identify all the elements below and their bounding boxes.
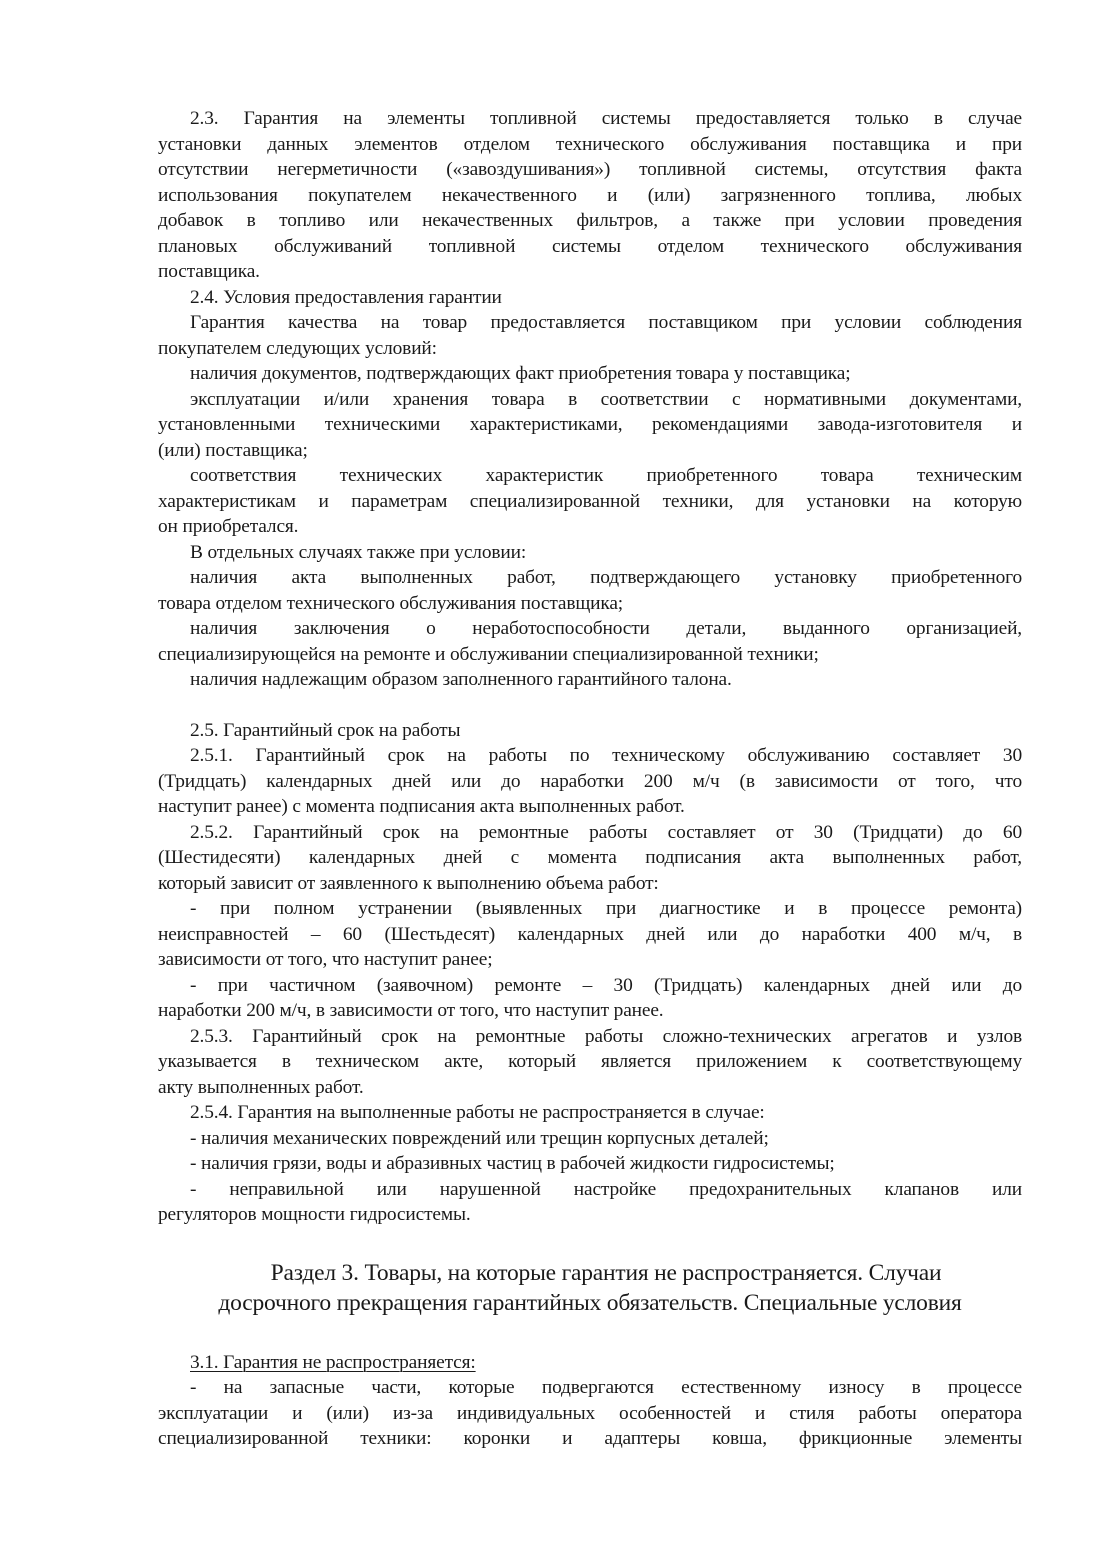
clause-2-3 — [158, 106, 1022, 285]
text-line: установленными техническими характеристиками, рекомендациями завода-изготовителя и — [158, 414, 1022, 435]
list-item: - на запасные части, которые подвергаются естественному износу в процессе — [190, 1377, 1022, 1398]
subclause-2-5-3: 2.5.3. Гарантийный срок на ремонтные работы сложно-технических агрегатов и узлов — [190, 1025, 1022, 1047]
clause-heading: 2.4. Условия предоставления гарантии — [190, 286, 502, 308]
text-line: наступит ранее) с момента подписания акта выполненных работ. — [158, 796, 685, 817]
clause-3-1 — [158, 1350, 1022, 1452]
special-condition-item: наличия заключения о неработоспособности детали, выданного организацией, — [190, 618, 1022, 639]
clause-2-5 — [158, 718, 1022, 1228]
condition-item: наличия документов, подтверждающих факт приобретения товара у поставщика; — [190, 363, 851, 384]
text-line: использования покупателем некачественного и (или) загрязненного топлива, любых — [158, 184, 1022, 206]
text-line: акту выполненных работ. — [158, 1076, 364, 1098]
text-line: зависимости от того, что наступит ранее; — [158, 949, 493, 970]
text-line: установки данных элементов отделом технического обслуживания поставщика и при — [158, 133, 1022, 155]
text-line: плановых обслуживаний топливной системы отделом технического обслуживания — [158, 235, 1022, 257]
list-item: - при частичном (заявочном) ремонте – 30 (Тридцать) календарных дней или до — [190, 974, 1022, 996]
text-line: поставщика. — [158, 261, 260, 282]
text-line: который зависит от заявленного к выполнению объема работ: — [158, 872, 659, 894]
list-item: - наличия механических повреждений или трещин корпусных деталей; — [190, 1127, 769, 1149]
clause-heading: 2.5. Гарантийный срок на работы — [190, 719, 461, 741]
text-line: покупателем следующих условий: — [158, 337, 437, 359]
subclause-2-5-1: 2.5.1. Гарантийный срок на работы по техническому обслуживанию составляет 30 — [190, 745, 1022, 766]
text-line: неисправностей – 60 (Шестьдесят) календарных дней или до наработки 400 м/ч, в — [158, 923, 1022, 945]
subclause-2-5-2: 2.5.2. Гарантийный срок на ремонтные работы составляет от 30 (Тридцати) до 60 — [190, 821, 1022, 843]
clause-2-4 — [158, 285, 1022, 693]
text-line: отсутствии негерметичности («завоздушивания») топливной системы, отсутствия факта — [158, 159, 1022, 180]
condition-item: эксплуатации и/или хранения товара в соответствии с нормативными документами, — [190, 388, 1022, 410]
text-line: указывается в техническом акте, который является приложением к соответствующему — [158, 1051, 1022, 1072]
text-line: товара отделом технического обслуживания поставщика; — [158, 592, 624, 614]
special-condition-item: наличия акта выполненных работ, подтверждающего установку приобретенного — [190, 567, 1022, 588]
text-line: наработки 200 м/ч, в зависимости от того, что наступит ранее. — [158, 1000, 664, 1021]
condition-item: соответствия технических характеристик приобретенного товара техническим — [190, 465, 1022, 486]
section-title-line: Раздел 3. Товары, на которые гарантия не распространяется. Случаи — [270, 1259, 942, 1286]
subclause-2-5-4: 2.5.4. Гарантия на выполненные работы не распространяется в случае: — [190, 1102, 765, 1123]
clause-3-1-heading: 3.1. Гарантия не распространяется: — [190, 1351, 476, 1373]
text-line: эксплуатации и (или) из-за индивидуальных особенностей и стиля работы оператора — [158, 1402, 1022, 1424]
text-line: (Шестидесяти) календарных дней с момента подписания акта выполненных работ, — [158, 847, 1022, 868]
special-condition-item: наличия надлежащим образом заполненного гарантийного талона. — [190, 669, 732, 690]
text-line: он приобретался. — [158, 516, 299, 537]
text-line: регуляторов мощности гидросистемы. — [158, 1204, 471, 1225]
text-line: специализированной техники: коронки и адаптеры ковша, фрикционные элементы — [158, 1428, 1022, 1449]
section-title-line: досрочного прекращения гарантийных обязательств. Специальные условия — [218, 1289, 962, 1316]
special-intro: В отдельных случаях также при условии: — [190, 541, 527, 563]
list-item: - наличия грязи, воды и абразивных частиц в рабочей жидкости гидросистемы; — [190, 1153, 835, 1174]
text-line: Гарантия качества на товар предоставляется поставщиком при условии соблюдения — [190, 312, 1022, 333]
list-item: - неправильной или нарушенной настройке предохранительных клапанов или — [190, 1178, 1022, 1200]
text-line: добавок в топливо или некачественных фильтров, а также при условии проведения — [158, 210, 1022, 231]
list-item: - при полном устранении (выявленных при диагностике и в процессе ремонта) — [190, 898, 1022, 919]
text-line: специализирующейся на ремонте и обслуживании специализированной техники; — [158, 643, 819, 665]
paragraph-gap — [158, 693, 1022, 718]
clause-heading — [158, 1350, 1022, 1376]
text-line: 2.3. Гарантия на элементы топливной системы предоставляется только в случае — [190, 108, 1022, 129]
text-line: (или) поставщика; — [158, 439, 308, 461]
text-line: (Тридцать) календарных дней или до наработки 200 м/ч (в зависимости от того, что — [158, 770, 1022, 792]
document-page — [158, 106, 1022, 1452]
text-line: характеристикам и параметрам специализированной техники, для установки на которую — [158, 490, 1022, 512]
section-3-title — [158, 1258, 1022, 1318]
